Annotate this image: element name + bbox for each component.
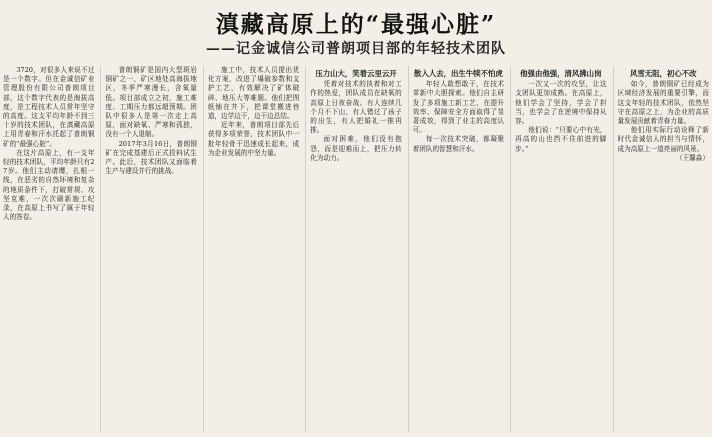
paragraph: 近年来，普朗项目部先后获得多项荣誉，技术团队中一批年轻骨干迅速成长起来，成为企业发展的中坚力量。: [207, 121, 300, 157]
article-column: [408, 66, 504, 432]
article-column: [100, 66, 196, 432]
paragraph: 每一次技术突破，都凝聚着团队的智慧和汗水。: [412, 135, 505, 153]
section-heading: 压力山大，笑着云里云开: [315, 69, 397, 78]
paragraph: 施工中，技术人员提出优化方案，改进了爆破参数和支护工艺，有效解决了矿体破碎、地压大等难题。他们把图纸铺在井下，把课堂搬进巷道，边学边干，边干边总结。: [207, 66, 300, 121]
article-column: [203, 66, 299, 432]
article-headline: 滇藏高原上的“最强心脏”: [215, 11, 497, 38]
paragraph: 他们用实际行动诠释了新时代金诚信人的担当与情怀，成为高原上一道亮丽的风景。: [617, 126, 709, 153]
article-column: [3, 66, 94, 432]
section-heading: 风雪无阻，初心不改: [629, 69, 697, 78]
article-subheadline: ——记金诚信公司普朗项目部的年轻技术团队: [206, 41, 506, 57]
section-heading: 他强由他强，清风拂山岗: [520, 69, 602, 78]
article-body: [3, 66, 709, 432]
article-column: [613, 66, 709, 432]
paragraph: 凭着对技术的执着和对工作的热爱，团队成员在缺氧的高原上日夜奋战。有人连续几个月不下山，有人错过了孩子的出生，有人把婚礼一推再推。: [310, 80, 402, 135]
article-byline: （王馨淼）: [675, 153, 709, 162]
paragraph: 面对困难，他们没有抱怨，而是迎难而上，把压力转化为动力。: [310, 135, 402, 162]
paragraph: 年轻人敢想敢干，在技术革新中大胆探索。他们自主研发了多项施工新工艺，在提升效率、保障安全方面取得了显著成效，得到了业主的高度认可。: [412, 80, 505, 135]
paragraph: 他们说：“只要心中有光，再高的山也挡不住前进的脚步。”: [515, 126, 607, 153]
paragraph: 3720，对很多人来说不过是一个数字。但在金诚信矿业管理股份有限公司普朗项目部，这个数字代表的是海拔高度，是工程技术人员常年坚守的高度。这支平均年龄不到三十岁的技术团队，在滇藏高原上用青春和汗水托起了普朗铜矿的“最强心脏”。: [3, 66, 95, 148]
article-column: [305, 66, 401, 432]
paragraph: 一次又一次的攻坚，让这支团队更加成熟。在高原上，他们学会了坚持，学会了担当，也学会了在逆境中保持从容。: [515, 80, 607, 126]
paragraph: 如今，普朗铜矿已经成为区域经济发展的重要引擎，而这支年轻的技术团队，依然坚守在高原之上，为企业的高质量发展贡献着青春力量。: [617, 80, 709, 126]
article-column: [510, 66, 606, 432]
paragraph: 2017年3月16日，普朗铜矿在完成基建后正式投料试生产。此后，技术团队又面临着生产与建设并行的挑战。: [105, 139, 197, 176]
paragraph: 在这片高原上，有一支年轻的技术团队，平均年龄只有27岁。他们主动请缨，扎根一线，在恶劣的自然环境和复杂的地质条件下，打破常规、攻坚克难，一次次刷新施工纪录，在高原上书写了属于年轻人的答卷。: [3, 148, 95, 222]
paragraph: 普朗铜矿是国内大型斑岩铜矿之一，矿区地处高海拔地区，冬季严寒漫长，含氧量低。项目部成立之初，施工难度、工期压力都远超预期。团队中很多人是第一次走上高原，面对缺氧、严寒和孤独，没有一个人退缩。: [105, 66, 197, 139]
section-heading: 散入人去，出生牛犊不怕虎: [414, 69, 503, 78]
